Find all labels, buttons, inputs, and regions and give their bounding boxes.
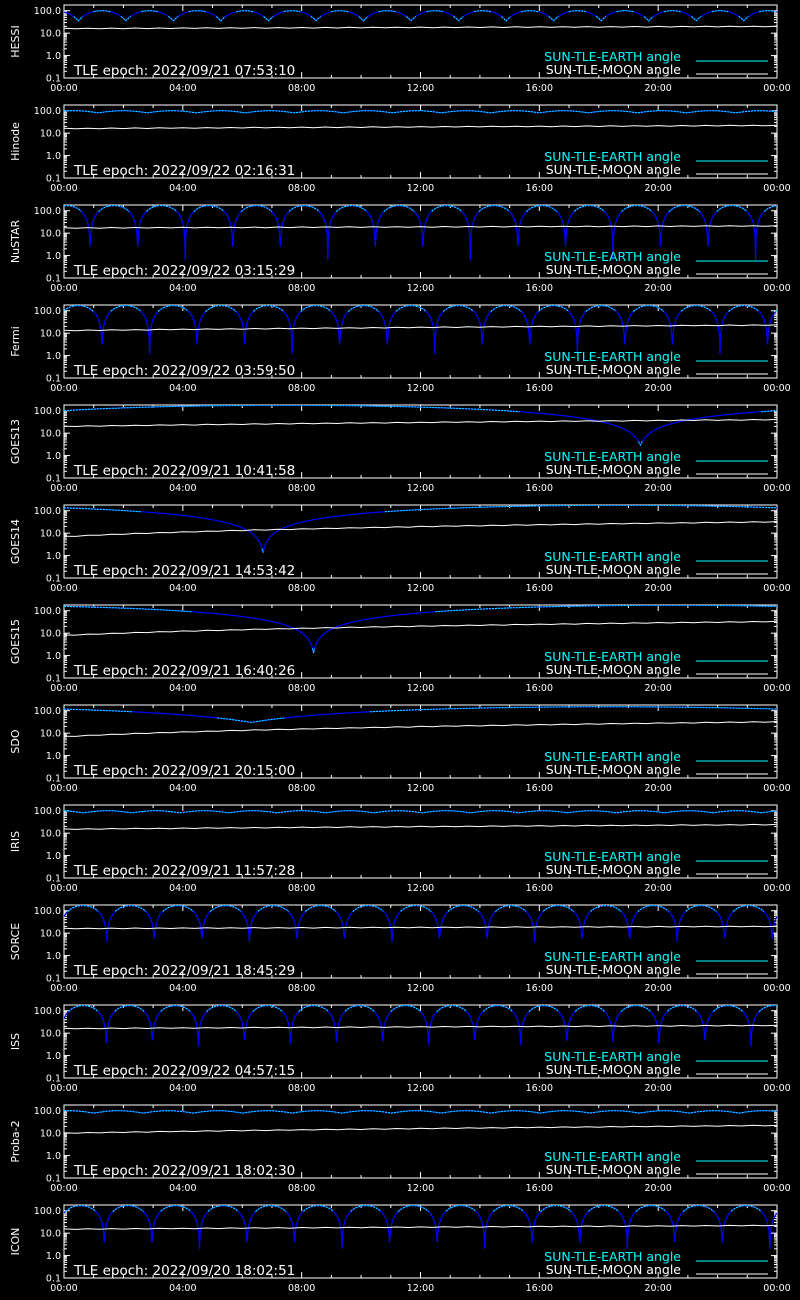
legend-moon-label: SUN-TLE-MOON angle <box>545 1062 681 1077</box>
y-tick-label: 0.1 <box>45 673 61 685</box>
x-tick-label: 08:00 <box>287 83 316 94</box>
x-tick-label: 00:00 <box>50 683 78 694</box>
x-tick-label: 16:00 <box>525 983 554 994</box>
x-tick-label: 04:00 <box>169 383 197 394</box>
tle-epoch-text: TLE epoch: 2022/09/21 18:02:30 <box>74 1163 296 1179</box>
series-earth-angle <box>64 11 777 21</box>
panel-label: Proba-2 <box>9 1120 22 1163</box>
tle-epoch-text: TLE epoch: 2022/09/21 18:45:29 <box>74 963 296 979</box>
x-tick-label: 16:00 <box>525 183 554 194</box>
y-tick-label: 0.1 <box>45 373 61 385</box>
legend <box>544 349 768 377</box>
y-tick-label: 0.1 <box>45 773 61 785</box>
legend-moon-label: SUN-TLE-MOON angle <box>545 262 681 277</box>
series-earth-angle <box>64 605 777 653</box>
y-tick-label: 10.0 <box>39 528 61 540</box>
y-tick-label: 100.0 <box>33 1006 61 1018</box>
x-tick-label: 00:00 <box>763 1183 791 1194</box>
y-tick-label: 0.1 <box>45 1073 61 1085</box>
panel-hessi <box>9 5 791 94</box>
x-tick-label: 16:00 <box>525 883 554 894</box>
x-tick-label: 00:00 <box>763 383 791 394</box>
x-tick-label: 16:00 <box>525 283 554 294</box>
legend-moon-label: SUN-TLE-MOON angle <box>545 362 681 377</box>
x-tick-label: 12:00 <box>406 83 435 94</box>
panel-label: SDO <box>9 729 22 754</box>
y-tick-label: 100.0 <box>33 406 61 418</box>
tle-epoch-text: TLE epoch: 2022/09/22 02:16:31 <box>74 163 296 179</box>
x-tick-label: 00:00 <box>763 283 791 294</box>
x-tick-label: 12:00 <box>406 683 435 694</box>
panel-label: IRIS <box>9 830 22 853</box>
panel-label: ISS <box>9 1032 22 1051</box>
x-tick-label: 16:00 <box>525 483 554 494</box>
x-tick-label: 00:00 <box>763 1283 791 1294</box>
x-tick-label: 04:00 <box>169 1183 197 1194</box>
legend-earth-label: SUN-TLE-EARTH angle <box>544 49 681 64</box>
x-tick-label: 08:00 <box>287 1083 316 1094</box>
tle-epoch-text: TLE epoch: 2022/09/22 03:15:29 <box>74 263 296 279</box>
plot-area <box>64 1206 777 1249</box>
panel-label: GOES15 <box>9 618 22 665</box>
y-tick-label: 100.0 <box>33 606 61 618</box>
tle-epoch-text: TLE epoch: 2022/09/22 03:59:50 <box>74 363 296 379</box>
x-tick-label: 08:00 <box>287 883 316 894</box>
y-tick-label: 0.1 <box>45 73 61 85</box>
y-tick-label: 10.0 <box>39 1228 61 1240</box>
y-tick-label: 1.0 <box>45 651 61 663</box>
panel-icon <box>9 1205 791 1294</box>
series-earth-angle <box>64 505 777 552</box>
legend-moon-label: SUN-TLE-MOON angle <box>545 1162 681 1177</box>
x-tick-label: 12:00 <box>406 583 435 594</box>
y-tick-label: 0.1 <box>45 1173 61 1185</box>
series-earth-angle <box>64 111 777 113</box>
tle-epoch-text: TLE epoch: 2022/09/21 16:40:26 <box>74 663 296 679</box>
x-tick-label: 20:00 <box>644 1083 672 1094</box>
series-moon-angle <box>64 26 777 29</box>
x-tick-label: 16:00 <box>525 583 554 594</box>
panel-goes13 <box>9 405 791 494</box>
legend-earth-label: SUN-TLE-EARTH angle <box>544 1149 681 1164</box>
x-tick-label: 12:00 <box>406 1083 435 1094</box>
series-moon-angle <box>64 926 777 929</box>
x-tick-label: 00:00 <box>50 283 78 294</box>
y-tick-label: 0.1 <box>45 873 61 885</box>
x-tick-label: 20:00 <box>644 783 672 794</box>
x-tick-label: 20:00 <box>644 1283 672 1294</box>
series-moon-angle <box>64 824 777 829</box>
y-tick-label: 10.0 <box>39 128 61 140</box>
x-tick-label: 08:00 <box>287 483 316 494</box>
legend-earth-label: SUN-TLE-EARTH angle <box>544 449 681 464</box>
series-moon-angle <box>64 419 777 426</box>
x-tick-label: 04:00 <box>169 583 197 594</box>
plot-area <box>64 1111 777 1134</box>
x-tick-label: 12:00 <box>406 1183 435 1194</box>
x-tick-label: 04:00 <box>169 183 197 194</box>
panel-label: GOES13 <box>9 418 22 465</box>
panel-hinode <box>9 105 791 194</box>
x-tick-label: 04:00 <box>169 283 197 294</box>
x-tick-label: 20:00 <box>644 683 672 694</box>
x-tick-label: 04:00 <box>169 83 197 94</box>
x-tick-label: 00:00 <box>50 383 78 394</box>
x-tick-label: 12:00 <box>406 283 435 294</box>
legend-moon-label: SUN-TLE-MOON angle <box>545 1262 681 1277</box>
legend-earth-label: SUN-TLE-EARTH angle <box>544 249 681 264</box>
y-tick-label: 1.0 <box>45 1151 61 1163</box>
legend-earth-label: SUN-TLE-EARTH angle <box>544 649 681 664</box>
series-earth-angle <box>64 1111 777 1113</box>
x-tick-label: 20:00 <box>644 483 672 494</box>
x-tick-label: 00:00 <box>50 1083 78 1094</box>
x-tick-label: 16:00 <box>525 783 554 794</box>
panel-nustar <box>9 205 791 294</box>
x-tick-label: 08:00 <box>287 1283 316 1294</box>
x-tick-label: 04:00 <box>169 783 197 794</box>
x-tick-label: 00:00 <box>50 983 78 994</box>
series-moon-angle <box>64 1025 777 1029</box>
y-tick-label: 100.0 <box>33 206 61 218</box>
legend-earth-label: SUN-TLE-EARTH angle <box>544 149 681 164</box>
x-tick-label: 20:00 <box>644 583 672 594</box>
y-tick-label: 10.0 <box>39 1028 61 1040</box>
y-tick-label: 10.0 <box>39 228 61 240</box>
panel-fermi <box>9 305 791 394</box>
legend-earth-label: SUN-TLE-EARTH angle <box>544 749 681 764</box>
y-tick-label: 1.0 <box>45 51 61 63</box>
x-tick-label: 04:00 <box>169 883 197 894</box>
y-tick-label: 0.1 <box>45 1273 61 1285</box>
y-tick-label: 100.0 <box>33 706 61 718</box>
tle-epoch-text: TLE epoch: 2022/09/21 20:15:00 <box>74 763 296 779</box>
y-tick-label: 1.0 <box>45 151 61 163</box>
tle-epoch-text: TLE epoch: 2022/09/21 14:53:42 <box>74 563 296 579</box>
y-tick-label: 100.0 <box>33 506 61 518</box>
x-tick-label: 16:00 <box>525 1183 554 1194</box>
panel-label: GOES14 <box>9 518 22 565</box>
x-tick-label: 16:00 <box>525 383 554 394</box>
x-tick-label: 00:00 <box>763 1083 791 1094</box>
y-tick-label: 1.0 <box>45 351 61 363</box>
y-tick-label: 10.0 <box>39 428 61 440</box>
x-tick-label: 04:00 <box>169 483 197 494</box>
y-tick-label: 100.0 <box>33 6 61 18</box>
y-tick-label: 1.0 <box>45 1251 61 1263</box>
legend-earth-label: SUN-TLE-EARTH angle <box>544 1249 681 1264</box>
x-tick-label: 04:00 <box>169 1083 197 1094</box>
x-tick-label: 04:00 <box>169 983 197 994</box>
series-moon-angle <box>64 1125 777 1133</box>
legend-moon-label: SUN-TLE-MOON angle <box>545 662 681 677</box>
y-tick-label: 100.0 <box>33 306 61 318</box>
x-tick-label: 08:00 <box>287 283 316 294</box>
legend <box>544 249 768 277</box>
plot-area <box>64 605 777 653</box>
legend-earth-label: SUN-TLE-EARTH angle <box>544 1049 681 1064</box>
plot-area <box>64 707 777 737</box>
y-tick-label: 10.0 <box>39 328 61 340</box>
x-tick-label: 00:00 <box>763 183 791 194</box>
x-tick-label: 00:00 <box>763 583 791 594</box>
legend-moon-label: SUN-TLE-MOON angle <box>545 962 681 977</box>
tle-epoch-text: TLE epoch: 2022/09/21 07:53:10 <box>74 63 296 79</box>
series-moon-angle <box>64 125 777 129</box>
series-moon-angle <box>64 325 777 331</box>
series-moon-angle <box>64 722 777 737</box>
legend-moon-label: SUN-TLE-MOON angle <box>545 62 681 77</box>
y-tick-label: 1.0 <box>45 851 61 863</box>
y-tick-label: 10.0 <box>39 628 61 640</box>
x-tick-label: 16:00 <box>525 83 554 94</box>
panel-sorce <box>9 905 791 994</box>
y-tick-label: 100.0 <box>33 806 61 818</box>
y-tick-label: 10.0 <box>39 728 61 740</box>
x-tick-label: 16:00 <box>525 1083 554 1094</box>
x-tick-label: 12:00 <box>406 483 435 494</box>
x-tick-label: 00:00 <box>50 1183 78 1194</box>
panel-label: HESSI <box>9 25 22 58</box>
x-tick-label: 08:00 <box>287 183 316 194</box>
series-earth-angle <box>64 811 777 813</box>
legend-moon-label: SUN-TLE-MOON angle <box>545 762 681 777</box>
y-tick-label: 1.0 <box>45 251 61 263</box>
panel-label: Hinode <box>9 122 22 161</box>
y-tick-label: 1.0 <box>45 451 61 463</box>
series-earth-angle <box>64 707 777 723</box>
y-tick-label: 0.1 <box>45 973 61 985</box>
y-tick-label: 10.0 <box>39 28 61 40</box>
x-tick-label: 20:00 <box>644 883 672 894</box>
x-tick-label: 00:00 <box>763 983 791 994</box>
tle-epoch-text: TLE epoch: 2022/09/21 10:41:58 <box>74 463 296 479</box>
y-tick-label: 1.0 <box>45 951 61 963</box>
legend <box>544 1149 768 1177</box>
plot-area <box>64 811 777 830</box>
legend <box>544 749 768 777</box>
legend <box>544 549 768 577</box>
x-tick-label: 00:00 <box>50 83 78 94</box>
x-tick-label: 00:00 <box>50 783 78 794</box>
y-tick-label: 100.0 <box>33 906 61 918</box>
y-tick-label: 0.1 <box>45 273 61 285</box>
panel-goes14 <box>9 505 791 594</box>
x-tick-label: 04:00 <box>169 683 197 694</box>
y-tick-label: 100.0 <box>33 1106 61 1118</box>
legend-earth-label: SUN-TLE-EARTH angle <box>544 849 681 864</box>
plot-area <box>64 1006 777 1047</box>
tle-epoch-text: TLE epoch: 2022/09/20 18:02:51 <box>74 1263 296 1279</box>
plot-area <box>64 111 777 129</box>
series-earth-angle-highlight <box>64 505 777 552</box>
legend-earth-label: SUN-TLE-EARTH angle <box>544 949 681 964</box>
x-tick-label: 08:00 <box>287 783 316 794</box>
panel-label: NuSTAR <box>9 219 22 264</box>
y-tick-label: 1.0 <box>45 1051 61 1063</box>
plot-area <box>64 11 777 29</box>
legend-earth-label: SUN-TLE-EARTH angle <box>544 549 681 564</box>
series-earth-angle <box>64 906 777 943</box>
plot-area <box>64 405 777 445</box>
panel-label: Fermi <box>9 326 22 357</box>
legend-moon-label: SUN-TLE-MOON angle <box>545 462 681 477</box>
x-tick-label: 00:00 <box>763 83 791 94</box>
x-tick-label: 00:00 <box>50 183 78 194</box>
x-tick-label: 08:00 <box>287 583 316 594</box>
legend <box>544 649 768 677</box>
x-tick-label: 12:00 <box>406 983 435 994</box>
legend-moon-label: SUN-TLE-MOON angle <box>545 862 681 877</box>
x-tick-label: 00:00 <box>50 483 78 494</box>
series-moon-angle <box>64 621 777 635</box>
legend <box>544 849 768 877</box>
legend <box>544 949 768 977</box>
plot-area <box>64 505 777 552</box>
y-tick-label: 10.0 <box>39 928 61 940</box>
legend-moon-label: SUN-TLE-MOON angle <box>545 162 681 177</box>
y-tick-label: 10.0 <box>39 828 61 840</box>
y-tick-label: 0.1 <box>45 173 61 185</box>
x-tick-label: 12:00 <box>406 883 435 894</box>
legend-moon-label: SUN-TLE-MOON angle <box>545 562 681 577</box>
plot-area <box>64 906 777 943</box>
x-tick-label: 00:00 <box>763 683 791 694</box>
panel-iris <box>9 805 791 894</box>
panel-proba-2 <box>9 1105 791 1194</box>
x-tick-label: 12:00 <box>406 1283 435 1294</box>
legend <box>544 1249 768 1277</box>
series-earth-angle-highlight <box>69 1006 777 1012</box>
x-tick-label: 00:00 <box>50 583 78 594</box>
x-tick-label: 00:00 <box>50 1283 78 1294</box>
x-tick-label: 08:00 <box>287 1183 316 1194</box>
x-tick-label: 20:00 <box>644 283 672 294</box>
x-tick-label: 08:00 <box>287 683 316 694</box>
x-tick-label: 04:00 <box>169 1283 197 1294</box>
x-tick-label: 12:00 <box>406 783 435 794</box>
x-tick-label: 16:00 <box>525 1283 554 1294</box>
x-tick-label: 00:00 <box>763 483 791 494</box>
legend-earth-label: SUN-TLE-EARTH angle <box>544 349 681 364</box>
x-tick-label: 08:00 <box>287 383 316 394</box>
legend <box>544 1049 768 1077</box>
legend <box>544 449 768 477</box>
x-tick-label: 00:00 <box>763 883 791 894</box>
y-tick-label: 100.0 <box>33 106 61 118</box>
x-tick-label: 16:00 <box>525 683 554 694</box>
x-tick-label: 20:00 <box>644 183 672 194</box>
x-tick-label: 12:00 <box>406 183 435 194</box>
series-moon-angle <box>64 522 777 537</box>
x-tick-label: 12:00 <box>406 383 435 394</box>
tle-epoch-text: TLE epoch: 2022/09/21 11:57:28 <box>74 863 296 879</box>
y-tick-label: 1.0 <box>45 551 61 563</box>
y-tick-label: 0.1 <box>45 573 61 585</box>
x-tick-label: 20:00 <box>644 983 672 994</box>
y-tick-label: 100.0 <box>33 1206 61 1218</box>
panel-sdo <box>9 705 791 794</box>
panel-label: SORCE <box>9 922 22 961</box>
x-tick-label: 20:00 <box>644 383 672 394</box>
y-tick-label: 0.1 <box>45 473 61 485</box>
plot-area <box>64 306 777 354</box>
panel-goes15 <box>9 605 791 694</box>
x-tick-label: 20:00 <box>644 83 672 94</box>
y-tick-label: 1.0 <box>45 751 61 763</box>
legend <box>544 49 768 77</box>
y-tick-label: 10.0 <box>39 1128 61 1140</box>
legend <box>544 149 768 177</box>
series-moon-angle <box>64 1225 777 1229</box>
x-tick-label: 08:00 <box>287 983 316 994</box>
x-tick-label: 00:00 <box>763 783 791 794</box>
panel-iss <box>9 1005 791 1094</box>
panel-label: ICON <box>9 1227 22 1256</box>
x-tick-label: 00:00 <box>50 883 78 894</box>
tle-epoch-text: TLE epoch: 2022/09/22 04:57:15 <box>74 1063 296 1079</box>
x-tick-label: 20:00 <box>644 1183 672 1194</box>
